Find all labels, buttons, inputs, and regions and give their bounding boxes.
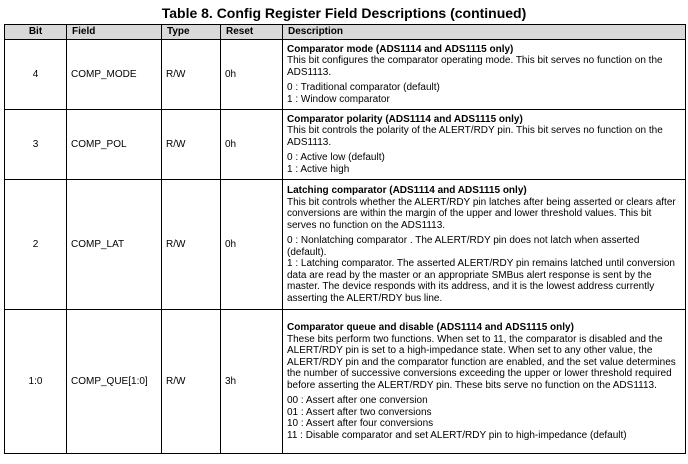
type-cell: R/W: [162, 40, 221, 110]
description-option: 1 : Latching comparator. The asserted ALERT/RDY pin remains latched until conversion data are read by the master or an appropriate SMBus alert response is sent by the master. The device responds with its address, and it is the lowest address currently asserting the ALERT/RDY bus line.: [287, 258, 675, 304]
description-title: Comparator queue and disable (ADS1114 and ADS1115 only): [287, 322, 574, 333]
bit-cell: 2: [5, 180, 67, 310]
header-bit: Bit: [5, 25, 67, 40]
description-option: 0 : Nonlatching comparator . The ALERT/RDY pin does not latch when asserted (default).: [287, 235, 640, 258]
bit-cell: 1:0: [5, 310, 67, 454]
description-option: 00 : Assert after one conversion: [287, 395, 428, 406]
description-title: Latching comparator (ADS1114 and ADS1115 only): [287, 185, 527, 196]
description-option: 11 : Disable comparator and set ALERT/RDY pin to high-impedance (default): [287, 429, 627, 441]
description-option: 1 : Window comparator: [287, 93, 390, 105]
description-option: 10 : Assert after four conversions: [287, 418, 434, 429]
field-cell: COMP_LAT: [67, 180, 162, 310]
description-title: Comparator polarity (ADS1114 and ADS1115 only): [287, 113, 523, 125]
description-option: 0 : Traditional comparator (default): [287, 82, 440, 94]
config-register-table: [4, 24, 686, 454]
description-option: 0 : Active low (default): [287, 152, 385, 164]
description-body: This bit configures the comparator operating mode. This bit serves no function on the ADS1113.: [287, 55, 663, 78]
reset-cell: 0h: [221, 180, 283, 310]
description-cell: [283, 110, 686, 180]
header-reset: Reset: [221, 25, 283, 40]
table-row: [5, 40, 686, 110]
type-cell: R/W: [162, 110, 221, 180]
description-body: This bit controls the polarity of the ALERT/RDY pin. This bit serves no function on the ADS1113.: [287, 125, 663, 148]
table-header-row: [5, 25, 686, 40]
table-row: [5, 110, 686, 180]
table-row: [5, 310, 686, 454]
bit-cell: 3: [5, 110, 67, 180]
description-title: Comparator mode (ADS1114 and ADS1115 only): [287, 43, 514, 55]
field-cell: COMP_MODE: [67, 40, 162, 110]
reset-cell: 3h: [221, 310, 283, 454]
description-option: 01 : Assert after two conversions: [287, 406, 432, 418]
description-body: This bit controls whether the ALERT/RDY pin latches after being asserted or clears after conversions are within the margin of the upper and lower threshold values. This bit serves no function on the ADS1113.: [287, 196, 676, 231]
table-row: [5, 180, 686, 310]
field-cell: COMP_QUE[1:0]: [67, 310, 162, 454]
description-cell: [283, 40, 686, 110]
field-cell: COMP_POL: [67, 110, 162, 180]
reset-cell: 0h: [221, 110, 283, 180]
header-type: Type: [162, 25, 221, 40]
header-field: Field: [67, 25, 162, 40]
description-option: 1 : Active high: [287, 163, 350, 175]
header-description: Description: [283, 25, 686, 40]
description-cell: [283, 180, 686, 310]
type-cell: R/W: [162, 180, 221, 310]
reset-cell: 0h: [221, 40, 283, 110]
description-body: These bits perform two functions. When set to 11, the comparator is disabled and the ALERT/RDY pin is set to a high-impedance state. When set to any other value, the ALERT/RDY pin and the comparator function are enabled, and the set value determines the number of successive conversions exceeding the upper or lower threshold required before asserting the ALERT/RDY pin. These bits serve no function on the ADS1113.: [287, 333, 676, 391]
description-cell: [283, 310, 686, 454]
table-caption: Table 8. Config Register Field Descriptions (continued): [161, 5, 527, 21]
bit-cell: 4: [5, 40, 67, 110]
type-cell: R/W: [162, 310, 221, 454]
